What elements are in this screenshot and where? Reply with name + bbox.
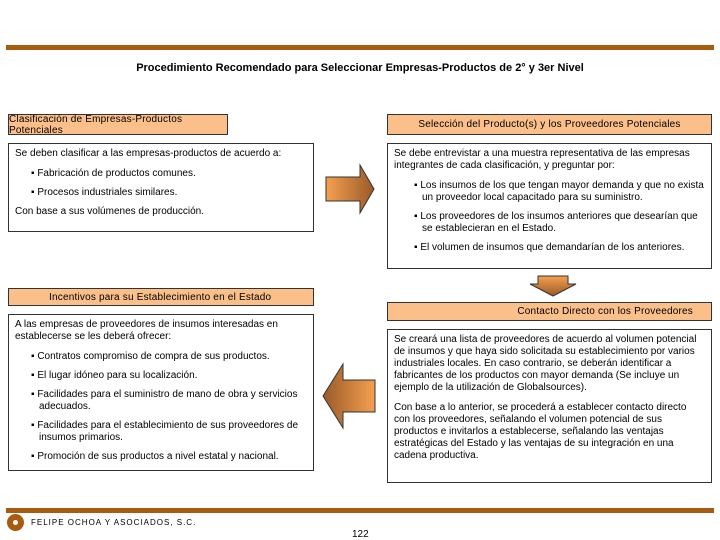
list-item: ▪ Facilidades para el suministro de mano de obra y servicios adecuados. — [15, 389, 307, 413]
paragraph: Se creará una lista de proveedores de acuerdo al volumen potencial de insumos y que haya sido solicitada su establecimiento por varios industriales locales. En caso contrario, se deberán identificar a fabricantes de los productos con mayor demanda (Se incluye un ejemplo de la utilización de Globalsources). — [394, 334, 697, 393]
intro-text: Se debe entrevistar a una muestra representativa de las empresas integrantes de cada clasificación, y preguntar por: — [394, 148, 690, 171]
logo-icon — [7, 514, 24, 531]
list-item: ▪ El lugar idóneo para su localización. — [15, 370, 307, 382]
top-divider — [6, 45, 714, 50]
arrow-left-icon — [321, 362, 377, 430]
page-title: Procedimiento Recomendado para Seleccionar Empresas-Productos de 2° y 3er Nivel — [136, 62, 584, 74]
contact-header: Contacto Directo con los Proveedores — [387, 302, 712, 321]
classification-header: Clasificación de Empresas-Productos Potenciales — [8, 114, 228, 135]
selection-header: Selección del Producto(s) y los Proveedores Potenciales — [387, 114, 712, 135]
list-item: ▪ Contratos compromiso de compra de sus productos. — [15, 351, 307, 363]
list-item: ▪ Facilidades para el establecimiento de sus proveedores de insumos primarios. — [15, 420, 307, 444]
intro-text: Se deben clasificar a las empresas-productos de acuerdo a: — [15, 148, 282, 159]
paragraph: Con base a lo anterior, se procederá a establecer contacto directo con los proveedores, señalando el volumen potencial de sus productos e invitarlos a establecerse, señalando las ventajas estratégicas del Estado y las ventajas de su integración en una cadena productiva. — [394, 402, 687, 461]
bottom-divider — [6, 508, 714, 513]
classification-box — [8, 143, 314, 232]
list-item: ▪ Promoción de sus productos a nivel estatal y nacional. — [15, 451, 307, 463]
page-number: 122 — [352, 529, 369, 540]
arrow-right-icon — [324, 163, 376, 215]
company-name: FELIPE OCHOA Y ASOCIADOS, S.C. — [31, 518, 197, 527]
intro-text: A las empresas de proveedores de insumos interesadas en establecerse se les deberá ofrecer: — [15, 319, 278, 342]
incentives-header: Incentivos para su Establecimiento en el Estado — [8, 288, 314, 306]
list-item: ▪ Los proveedores de los insumos anteriores que desearían que se establecieran en el Estado. — [394, 211, 705, 235]
arrow-down-icon — [528, 274, 578, 298]
selection-box — [387, 143, 712, 269]
list-item: ▪ Fabricación de productos comunes. — [15, 168, 307, 180]
list-item: ▪ El volumen de insumos que demandarían de los anteriores. — [394, 242, 705, 254]
contact-box — [387, 329, 712, 483]
incentives-box — [8, 314, 314, 471]
list-item: ▪ Procesos industriales similares. — [15, 187, 307, 199]
outro-text: Con base a sus volúmenes de producción. — [15, 206, 205, 217]
list-item: ▪ Los insumos de los que tengan mayor demanda y que no exista un proveedor local capacitado para su suministro. — [394, 180, 705, 204]
